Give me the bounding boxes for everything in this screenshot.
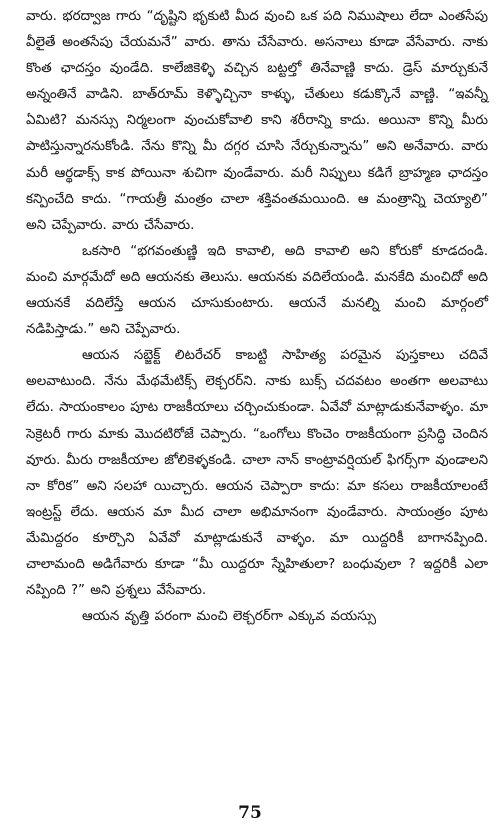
paragraph-4: ఆయన వృత్తి పరంగా మంచి లెక్చరర్‌గా ఎక్కువ వయస్సు — [82, 609, 377, 625]
page-number: 75 — [238, 803, 262, 823]
paragraph-3: ఆయన సబ్జెక్ట్ లిటరేచర్ కాబట్టి సాహిత్య పరమైన పుస్తకాలు చదివే అలవాటుంది. నేను మేథమేటిక్స్ లెక్చరర్‌ని. నాకు బుక్స్ చదవటం అంతగా అలవాటు లేదు. సాయంకాలం పూట రాజకీయాలు చర్చించుకుండా. ఏవేవో మాట్లాడుకునేవాళ్ళం. మా సెక్రెటరీ గారు మాకు మొదటిరోజే చెప్పారు. “ఒంగోలు కొంచెం రాజకీయంగా ప్రసిద్ధి చెందిన వూరు. మీరు రాజకీయాల జోలికెళ్ళకండి. చాలా నాన్ కాంట్రావర్షియల్ ఫిగర్స్‌గా వుండాలని నా కోరిక” అని సలహా యిచ్చారు. ఆయన చెప్పారా కాదు: మా కసలు రాజకీయాలంటే ఇంట్రస్ట్ లేదు. ఆయన మా మీద చాలా అభిమానంగా వుండేవారు. సాయంత్రం పూట మేమిద్దరం కూర్చొని ఏవేవో మాట్లాడుకునే వాళ్ళం. మా యిద్దరికీ బాగానప్పింది. చాలామంది అడిగేవారు కూడా “మీ యిద్దరూ స్నేహితులా? బంధువులా ? ఇద్దరికీ ఎలా నప్పింది ?” అని ప్రశ్నలు వేసేవారు. — [26, 348, 488, 599]
body-text — [26, 4, 488, 630]
paragraph-2: ఒకసారి “భగవంతుణ్ణి ఇది కావాలి, అది కావాలి అని కోరుకో కూడదండి. మంచి మార్గమేదో అది ఆయనకు తెలుసు. ఆయనకు వదిలేయండి. మనకేది మంచిదో అది ఆయనకే వదిలేస్తే ఆయన చూసుకుంటారు. ఆయనే మనల్ని మంచి మార్గంలో నడిపిస్తాడు.” అని చెప్పేవారు. — [26, 243, 488, 338]
paragraph-1: వారు. భరద్వాజ గారు “దృష్టిని భృకుటి మీద వుంచి ఒక పది నిముషాలు లేదా ఎంతసేపు వీలైతే అంతసేపు చేయమనే” వారు. తాను చేసేవారు. అసనాలు కూడా వేసేవారు. నాకు కొంత ఛాదస్తం వుండేది. కాలేజికెళ్ళి వచ్చిన బట్టల్తో తినేవాణ్ణి కాదు. డ్రెస్ మార్చుకునే అన్నంతినే వాడిని. బాత్‌రూమ్ కెళ్ళొచ్చినా కాళ్ళు, చేతులు కడుక్కొనే వాణ్ణి. “ఇవన్నీ ఏమిటి? మనస్సు నిర్మలంగా వుంచుకోవాలి కాని శరీరాన్ని కాదు. అయినా కొన్ని మీరు పాటిస్తున్నారనుకోండి. నేను కొన్ని మీ దగ్గర చూసి నేర్చుకున్నాను” అని అనేవారు. వారు మరీ ఆర్థడాక్స్ కాక పోయినా శుచిగా వుండేవారు. మరీ నిప్పులు కడిగే బ్రాహ్మణ ఛాదస్తం కన్పించేది కాదు. “గాయత్రీ మంత్రం చాలా శక్తివంతమయింది. ఆ మంత్రాన్ని చెయ్యాలి” అని చెప్పేవారు. వారు చేసేవారు. — [26, 9, 488, 233]
